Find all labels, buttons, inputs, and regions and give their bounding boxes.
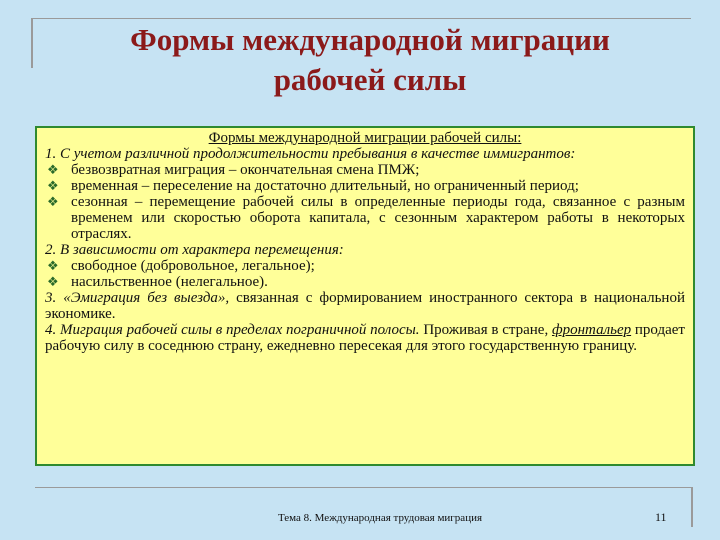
clover-bullet-icon: ❖ (47, 179, 59, 194)
clover-bullet-icon: ❖ (47, 259, 59, 274)
list-item: ❖ безвозвратная миграция – окончательная смена ПМЖ; (47, 162, 420, 178)
section-1-title: 1. С учетом различной продолжительности пребывания в качестве иммигрантов: (45, 146, 576, 162)
list-item: ❖ сезонная – перемещение рабочей силы в определенные периоды года, связанное с разным временем или скоростью оборота капитала, с сезонным характером работы в некоторых отраслях. (47, 194, 685, 242)
section-3: 3. «Эмиграция без выезда», связанная с формированием иностранного сектора в национальной экономике. (45, 290, 685, 322)
title-line-2: рабочей силы (273, 62, 467, 97)
section-4: 4. Миграция рабочей силы в пределах пограничной полосы. Проживая в стране, фронтальер продает рабочую силу в соседнюю страну, ежедневно пересекая для этого государственную границу. (45, 322, 685, 354)
page-number: 11 (655, 510, 667, 524)
bottom-rule (35, 487, 693, 488)
slide-title (60, 20, 680, 100)
section-2-title: 2. В зависимости от характера перемещения: (45, 242, 344, 258)
frontalier-term: фронтальер (551, 322, 632, 338)
left-rule (31, 18, 33, 68)
clover-bullet-icon: ❖ (47, 275, 59, 290)
right-rule (691, 487, 693, 527)
clover-bullet-icon: ❖ (47, 163, 59, 178)
footer-text: Тема 8. Международная трудовая миграция (277, 512, 483, 524)
box-heading: Формы международной миграции рабочей силы: (208, 130, 522, 146)
top-rule (31, 18, 691, 19)
list-item: ❖ свободное (добровольное, легальное); (47, 258, 315, 274)
content-box (35, 126, 695, 466)
title-line-1: Формы международной миграции (130, 22, 610, 57)
list-item: ❖ насильственное (нелегальное). (47, 274, 268, 290)
clover-bullet-icon: ❖ (47, 195, 59, 210)
list-item: ❖ временная – переселение на достаточно длительный, но ограниченный период; (47, 178, 579, 194)
